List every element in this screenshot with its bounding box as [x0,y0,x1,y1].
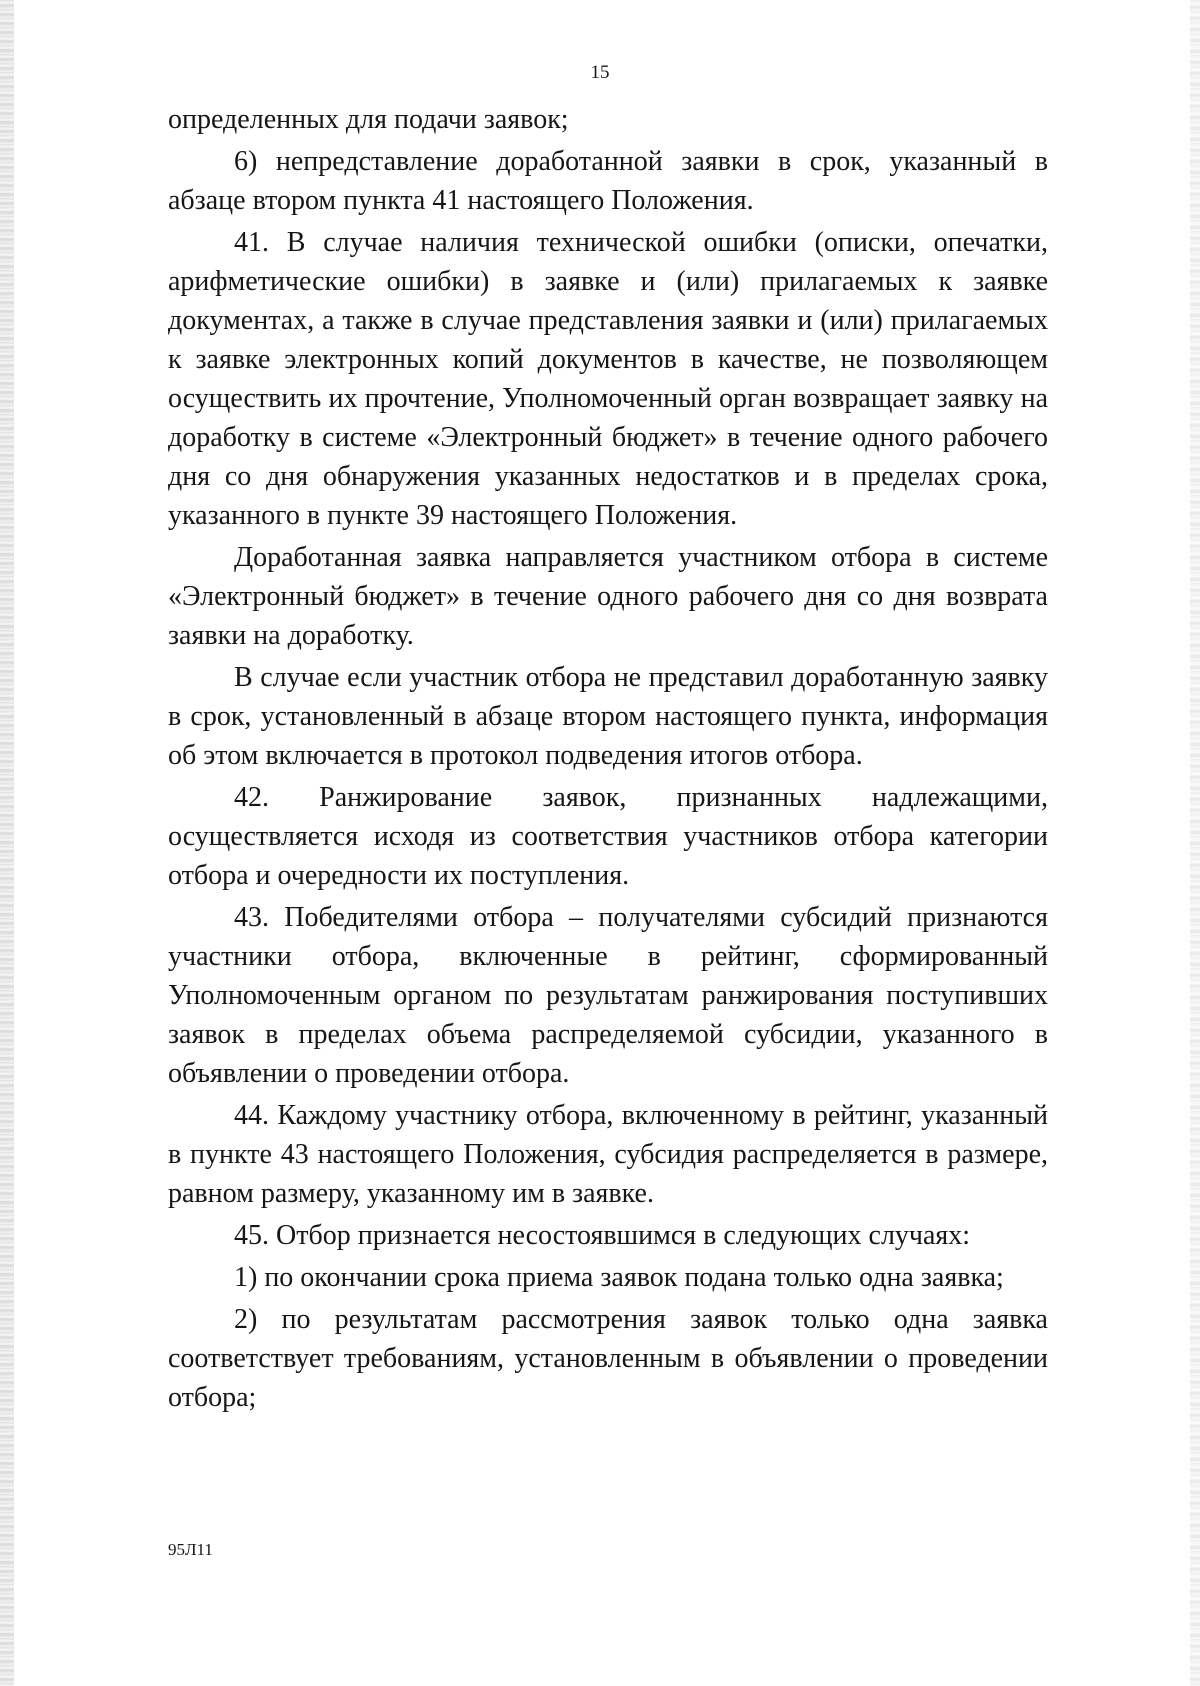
paragraph-45-item-1: 1) по окончании срока приема заявок подана только одна заявка; [234,1262,1004,1293]
scan-edge-left [0,0,14,1686]
paragraph-45: 45. Отбор признается несостоявшимся в следующих случаях: [234,1220,971,1251]
scan-edge-right [1190,0,1200,1686]
document-body [168,100,1048,1420]
paragraph-42: 42. Ранжирование заявок, признанных надлежащими, осуществляется исходя из соответствия участников отбора категории отбора и очередности их поступления. [168,782,1048,891]
paragraph-41: 41. В случае наличия технической ошибки (описки, опечатки, арифметические ошибки) в заявке и (или) прилагаемых к заявке документах, а также в случае представления заявки и (или) прилагаемых к заявке электронных копий документов в качестве, не позволяющем осуществить их прочтение, Уполномоченный орган возвращает заявку на доработку в системе «Электронный бюджет» в течение одного рабочего дня со дня обнаружения указанных недостатков и в пределах срока, указанного в пункте 39 настоящего Положения. [168,227,1048,531]
paragraph-continuation: определенных для подачи заявок; [168,104,569,135]
paragraph-41-second: Доработанная заявка направляется участником отбора в системе «Электронный бюджет» в течение одного рабочего дня со дня возврата заявки на доработку. [168,542,1048,651]
paragraph-44: 44. Каждому участнику отбора, включенному в рейтинг, указанный в пункте 43 настоящего Положения, субсидия распределяется в размере, равном размеру, указанному им в заявке. [168,1100,1048,1209]
paragraph-item-6: 6) непредставление доработанной заявки в срок, указанный в абзаце втором пункта 41 настоящего Положения. [168,146,1048,216]
page-number: 15 [590,62,610,83]
paragraph-43: 43. Победителями отбора – получателями субсидий признаются участники отбора, включенные в рейтинг, сформированный Уполномоченным органом по результатам ранжирования поступивших заявок в пределах объема распределяемой субсидии, указанного в объявлении о проведении отбора. [168,902,1048,1089]
paragraph-41-third: В случае если участник отбора не представил доработанную заявку в срок, установленный в абзаце втором настоящего пункта, информация об этом включается в протокол подведения итогов отбора. [168,662,1048,771]
document-code: 95Л11 [168,1540,213,1559]
paragraph-45-item-2: 2) по результатам рассмотрения заявок только одна заявка соответствует требованиям, установленным в объявлении о проведении отбора; [168,1304,1048,1413]
